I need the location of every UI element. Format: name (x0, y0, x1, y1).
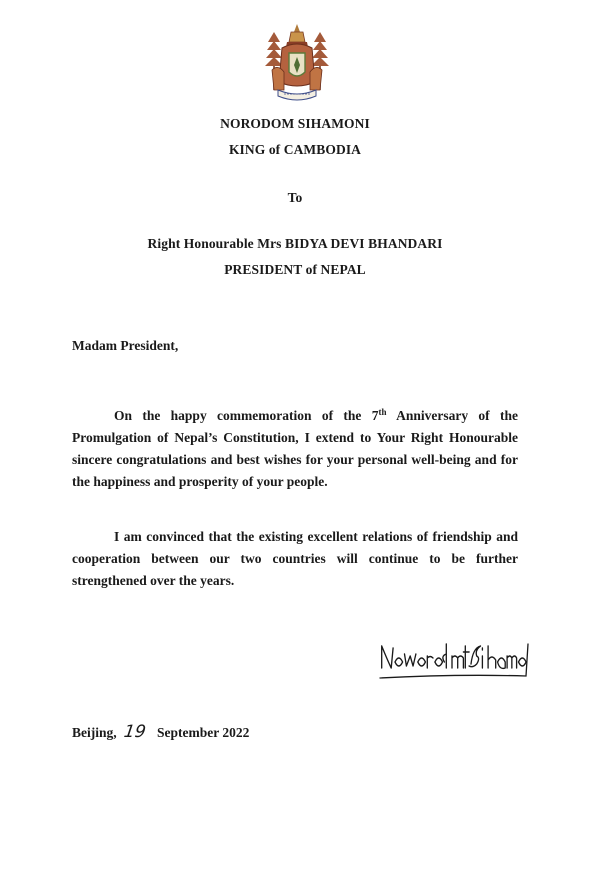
paragraph1-rest: Anniversary of the Promulgation of Nepal’s Constitution, I extend to Your Right Honourable sincere congratulations and best wishes for your personal well-being and for the happiness and prosperity of your people. (72, 408, 518, 489)
date-day-handwritten: 19 (122, 722, 148, 742)
recipient-title: PRESIDENT of NEPAL (224, 262, 366, 277)
paragraph-congratulations (72, 405, 518, 493)
date-month-year: September 2022 (157, 725, 250, 740)
date-line (72, 722, 249, 742)
royal-coat-of-arms-emblem (260, 20, 334, 104)
sender-name: NORODOM SIHAMONI (220, 116, 370, 131)
ordinal-suffix: th (378, 407, 387, 417)
sender-title: KING of CAMBODIA (228, 142, 362, 157)
recipient-name: Right Honourable Mrs BIDYA DEVI BHANDARI (147, 236, 443, 251)
handwritten-signature (376, 634, 532, 684)
date-place: Beijing, (72, 725, 117, 740)
salutation: Madam President, (72, 338, 179, 353)
to-label: To (287, 190, 303, 205)
paragraph1-start: On the happy commemoration of the 7 (114, 408, 379, 423)
paragraph-relations: I am convinced that the existing excellent relations of friendship and cooperation between our two countries will continue to be further strengthened over the years. (72, 529, 518, 588)
